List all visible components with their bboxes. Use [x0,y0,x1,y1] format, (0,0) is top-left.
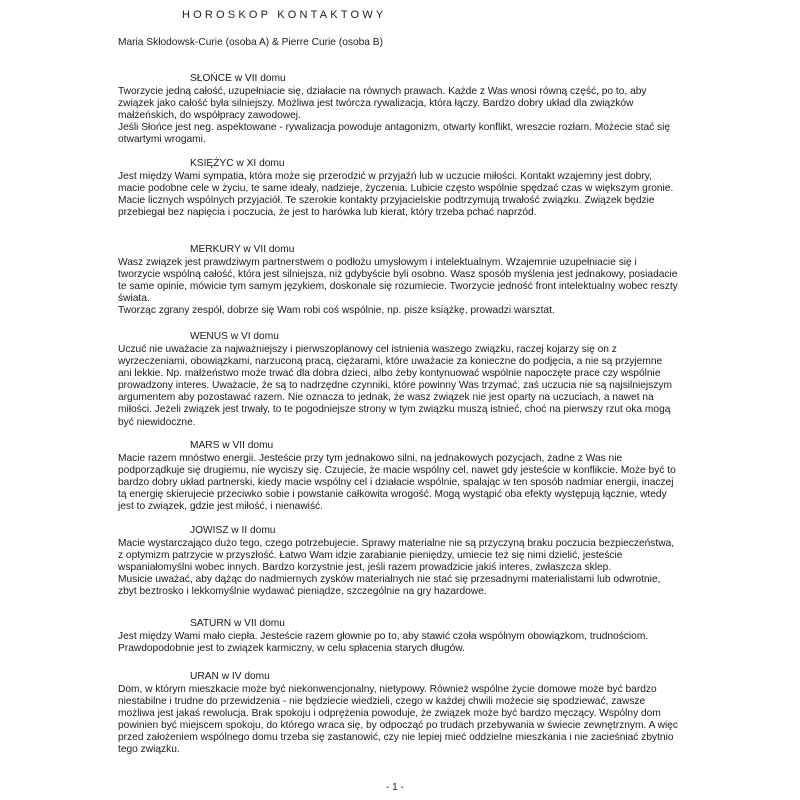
section-mercury [118,244,678,317]
section-heading: URAN w IV domu [190,671,270,682]
section-sun [118,73,678,146]
paragraph: Tworząc zgrany zespół, dobrze się Wam robi coś wspólnie, np. pisze książkę, prowadzi warsztat. [118,305,555,317]
section-body [118,631,678,655]
document-title: HOROSKOP KONTAKTOWY [182,9,387,21]
section-heading: WENUS w VI domu [190,331,279,342]
section-jupiter [118,525,678,598]
paragraph: Wasz związek jest prawdziwym partnerstwem o podłożu umysłowym i intelektualnym. Wzajemnie uzupełniacie się i tworzycie wspólną całość, która jest silniejsza, niż gdybyście byli osobno. Wasz sposób myślenia jest jednakowy, posiadacie te same opinie, mówicie tym samym językiem, doskonale się rozumiecie. Tworzycie jedność front intelektualny wobec reszty świata. [118,257,678,305]
paragraph: Dom, w którym mieszkacie może być niekonwencjonalny, nietypowy. Również wspólne życie domowe może być bardzo niestabilne i trudne do przewidzenia - nie będziecie wiedzieli, czego w każdej chwili możecie się spodziewać, zawsze możliwa jest jakaś rewolucja. Brak spokoju i odprężenia powoduje, że związek może być bardzo męczący. Wspólny dom powinien być miejscem spokoju, do którego wraca się, by odpocząć po trudach przebywania w świecie zewnętrznym. A więc przed założeniem wspólnego domu trzeba się zastanowić, czy nie lepiej mieć oddzielne mieszkania i nie zacieśniać zbytnio tego związku. [118,684,679,756]
paragraph: Uczuć nie uważacie za najważniejszy i pierwszoplanowy cel istnienia waszego związku, raczej kojarzy się on z wyrzeczeniami, obowiązkami, narzuconą pracą, ciężarami, które uważacie za konieczne do podjęcia, a nie są przyjemne ani lekkie. Np. małżeństwo może trwać dla dobra dzieci, albo żeby kontynuować wspólnie napoczęte prace czy wspólnie prowadzony interes. Uważacie, że są to nadrzędne czynniki, które powinny Was trzymać, zaś uczucia nie są najsilniejszym argumentem aby pozostawać razem. Nie oznacza to jednak, że wasz związek nie jest oparty na uczuciach, a nawet na miłości. Jeżeli związek jest trwały, to te pogodniejsze strony w tym związku muszą istnieć, choć na pierwszy rzut oka mogą być niewidoczne. [118,344,672,428]
section-body [118,257,678,317]
section-body [118,453,678,513]
section-moon [118,158,678,219]
section-body [118,538,678,598]
persons-line: Maria Skłodowsk-Curie (osoba A) & Pierre Curie (osoba B) [118,37,383,48]
section-heading: JOWISZ w II domu [190,525,276,536]
section-body [118,86,678,146]
section-heading: MERKURY w VII domu [190,244,295,255]
paragraph: Jest między Wami sympatia, która może się przerodzić w przyjaźń lub w uczucie miłości. Kontakt wzajemny jest dobry, macie podobne cele w życiu, te same ideały, nadzieje, życzenia. Lubicie często wspólnie spędzać czas w większym gronie. Macie licznych wspólnych przyjaciół. Te szerokie kontakty przyjacielskie podtrzymują trwałość związku. Związek będzie przebiegał bez napięcia i poczucia, że jest to harówka lub kierat, który trzeba pchać naprzód. [118,171,674,219]
section-mars [118,440,678,513]
section-heading: MARS w VII domu [190,440,274,451]
section-heading: SŁOŃCE w VII domu [190,73,286,84]
paragraph: Jeśli Słońce jest neg. aspektowane - rywalizacja powoduje antagonizm, otwarty konflikt, wreszcie rozłam. Możecie stać się otwartymi wrogami. [118,122,671,146]
paragraph: Jest między Wami mało ciepła. Jesteście razem głownie po to, aby stawić czoła wspólnym obowiązkom, trudnościom. Prawdopodobnie jest to związek karmiczny, w celu spłacenia starych długów. [118,631,649,655]
paragraph: Musicie uważać, aby dążąc do nadmiernych zysków materialnych nie stać się przesadnymi materialistami lub odwrotnie, zbyt beztrosko i lekkomyślnie wydawać pieniądze, szczególnie na gry hazardowe. [118,574,661,598]
section-heading: SATURN w VII domu [190,618,285,629]
section-heading: KSIĘŻYC w XI domu [190,158,285,169]
section-body [118,684,678,757]
section-body [118,171,678,219]
paragraph: Macie razem mnóstwo energii. Jesteście przy tym jednakowo silni, na jednakowych pozycjach, żadne z Was nie podporządkuje się drugiemu, nie wyciszy się. Czujecie, że macie wspólny cel, nawet gdy jesteście w konflikcie. Może być to bardzo dobry układ partnerski, kiedy macie wspólny cel i działacie wspólnie, spalając w ten sposób nadmiar energii, inaczej tą energię skierujecie przeciwko sobie i powstanie całkowita wrogość. Mogą wystąpić oba efekty występują łącznie, wtedy jest to związek, gdzie jest miłość, i nienawiść. [118,453,676,513]
section-venus [118,331,678,429]
paragraph: Macie wystarczająco dużo tego, czego potrzebujecie. Sprawy materialne nie są przyczyną braku poczucia bezpieczeństwa, z optymizm patrzycie w przyszłość. Łatwo Wam idzie zarabianie pieniędzy, umiecie też się nimi dzielić, jesteście wspaniałomyślni wobec innych. Bardzo korzystnie jest, jeśli razem prowadzicie jakiś interes, zwłaszcza sklep. [118,538,675,574]
section-body [118,344,678,429]
section-uranus [118,671,678,757]
paragraph: Tworzycie jedną całość, uzupełniacie się, działacie na równych prawach. Każde z Was wnosi równą część, po to, aby związek jako całość była silniejszy. Możliwa jest twórcza rywalizacja, która łączy. Bardzo dobry układ dla związków małżeńskich, do współpracy zawodowej. [118,86,647,122]
page-number: - 1 - [386,782,404,793]
section-saturn [118,618,678,655]
